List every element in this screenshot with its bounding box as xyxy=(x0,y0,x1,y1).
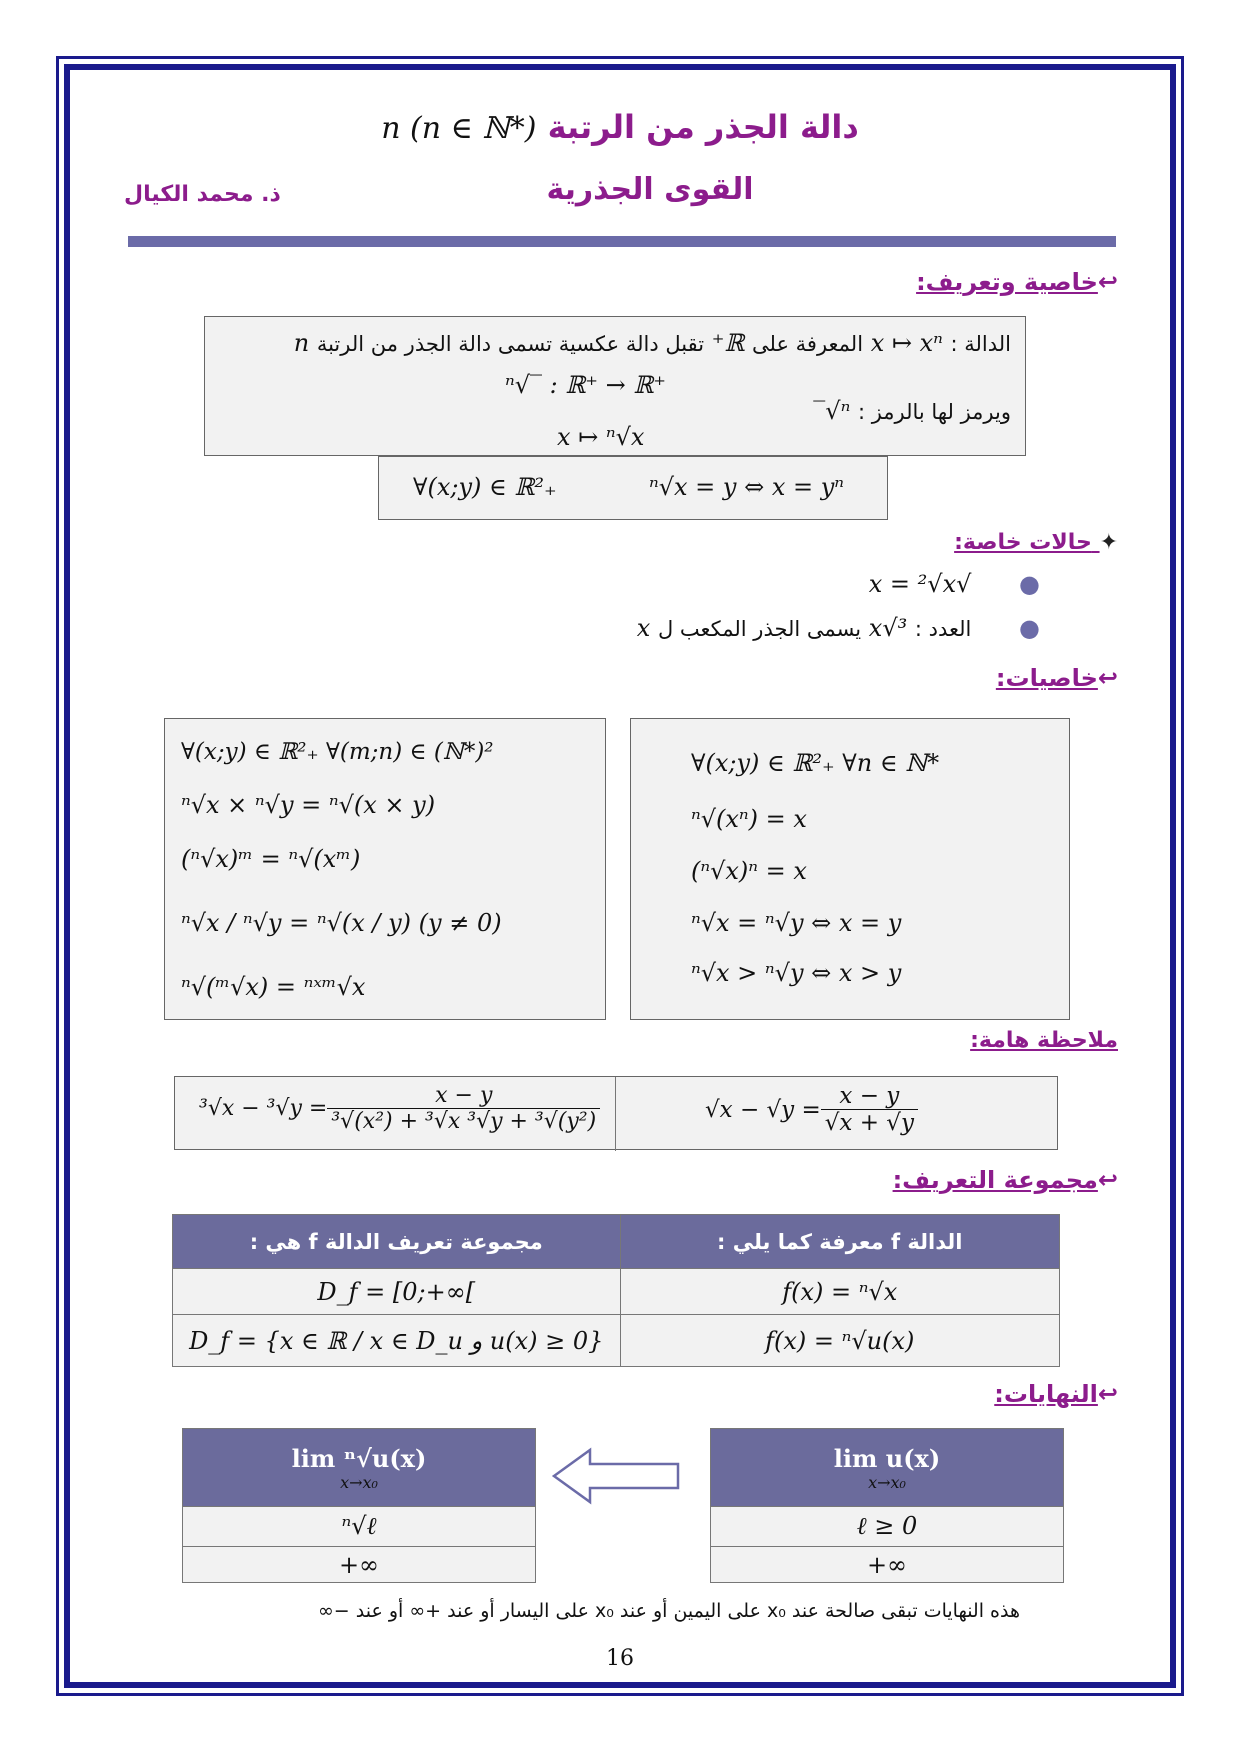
special-case-2-math: ³√x xyxy=(868,614,908,642)
limits-left-lim: lim ⁿ√u(x) xyxy=(291,1443,427,1473)
special-case-1-math: √x = ²√x xyxy=(868,570,972,598)
limit-value-cell: ℓ ≥ 0 xyxy=(711,1507,1064,1547)
arrow-icon: ↩ xyxy=(1097,268,1118,296)
note-right-fraction xyxy=(821,1083,918,1136)
domain-table xyxy=(172,1214,1060,1367)
special-case-2-var: x xyxy=(636,614,651,642)
prop-left-3: ⁿ√x / ⁿ√y = ⁿ√(x / y) (y ≠ 0) xyxy=(181,909,502,937)
equiv-left: ∀(x;y) ∈ ℝ²₊ xyxy=(413,473,557,501)
def-math-1: x ↦ xⁿ xyxy=(870,329,943,357)
limits-right-lim: lim u(x) xyxy=(833,1443,941,1473)
bullet-icon: ● xyxy=(1019,570,1040,598)
note-right-formula xyxy=(705,1083,918,1136)
page-title xyxy=(0,108,1240,146)
def-text-3: تقبل دالة عكسية تسمى دالة الجذر من الرتبة xyxy=(316,332,705,356)
def-math-3: n xyxy=(293,329,310,357)
table-row xyxy=(173,1269,1060,1315)
domain-table-header xyxy=(173,1215,1060,1269)
page-subtitle: القوى الجذرية xyxy=(546,172,754,207)
definition-line-2 xyxy=(813,397,1011,425)
note-left-formula xyxy=(199,1083,600,1134)
limit-value-cell: +∞ xyxy=(183,1547,536,1583)
limits-footer-note: هذه النهايات تبقى صالحة عند x₀ على اليمين أو عند x₀ على اليسار أو عند +∞ أو عند −∞ xyxy=(317,1600,1020,1622)
table-row xyxy=(711,1507,1064,1547)
equivalence-box xyxy=(378,456,888,520)
section-properties-label: خاصيات: xyxy=(995,664,1098,692)
note-box xyxy=(174,1076,1058,1150)
prop-right-4: ⁿ√x > ⁿ√y ⇔ x > y xyxy=(691,959,902,987)
def-math-2: ℝ⁺ xyxy=(711,329,745,357)
prop-left-2: (ⁿ√x)ᵐ = ⁿ√(xᵐ) xyxy=(181,845,361,873)
def-symbol: ⁿ√‾ xyxy=(813,397,851,425)
note-left-num: x − y xyxy=(327,1083,600,1109)
special-case-2-prefix: العدد : xyxy=(914,617,972,641)
limit-value-cell: ⁿ√ℓ xyxy=(183,1507,536,1547)
def-symbol-text: ويرمز لها بالرمز : xyxy=(857,400,1011,424)
arrow-icon: ↩ xyxy=(1097,1380,1118,1408)
prop-left-0: ∀(x;y) ∈ ℝ²₊ ∀(m;n) ∈ (ℕ*)² xyxy=(181,739,494,765)
author-name: ذ. محمد الكيال xyxy=(124,182,281,207)
note-right-lhs: √x − √y = xyxy=(705,1096,821,1123)
def-text-1: الدالة : xyxy=(950,332,1011,356)
page-title-math: n (n ∈ ℕ*) xyxy=(381,111,537,146)
bullet-icon: ● xyxy=(1019,614,1040,642)
diamond-icon: ✦ xyxy=(1099,530,1118,555)
prop-right-2: (ⁿ√x)ⁿ = x xyxy=(691,857,807,885)
special-case-2-text: يسمى الجذر المكعب ل xyxy=(657,617,862,641)
limits-left-sub: x→x₀ xyxy=(340,1472,378,1492)
properties-right-box xyxy=(630,718,1070,1020)
prop-right-3: ⁿ√x = ⁿ√y ⇔ x = y xyxy=(691,909,902,937)
function-cell: f(x) = ⁿ√u(x) xyxy=(620,1315,1060,1367)
note-divider xyxy=(615,1077,616,1151)
note-left-lhs: ³√x − ³√y = xyxy=(199,1096,328,1121)
section-domain-label: مجموعة التعريف: xyxy=(892,1166,1098,1194)
section-limits-label: النهايات: xyxy=(994,1380,1098,1408)
limits-right-table xyxy=(710,1428,1064,1583)
header-rule xyxy=(128,236,1116,247)
page-title-text: دالة الجذر من الرتبة xyxy=(547,108,859,146)
section-limits xyxy=(994,1380,1118,1408)
prop-left-4: ⁿ√(ᵐ√x) = ⁿˣᵐ√x xyxy=(181,973,366,1001)
note-left-fraction xyxy=(327,1083,600,1134)
definition-box xyxy=(204,316,1026,456)
table-row xyxy=(173,1315,1060,1367)
limits-right-sub: x→x₀ xyxy=(868,1472,906,1492)
table-row xyxy=(183,1507,536,1547)
limits-left-header xyxy=(183,1429,536,1507)
equiv-right: ⁿ√x = y ⇔ x = yⁿ xyxy=(649,473,845,501)
section-special-cases xyxy=(954,530,1118,555)
arrow-icon: ↩ xyxy=(1097,1166,1118,1194)
prop-right-0: ∀(x;y) ∈ ℝ²₊ ∀n ∈ ℕ* xyxy=(691,749,940,777)
limits-right-header xyxy=(711,1429,1064,1507)
section-note xyxy=(970,1028,1118,1053)
def-map-2: x ↦ ⁿ√x xyxy=(557,423,645,451)
arrow-icon: ↩ xyxy=(1097,664,1118,692)
definition-line-1 xyxy=(294,329,1011,357)
note-right-num: x − y xyxy=(821,1083,918,1110)
page-number: 16 xyxy=(606,1646,634,1671)
limit-value-cell: +∞ xyxy=(711,1547,1064,1583)
def-map-1: ⁿ√‾ : ℝ⁺ → ℝ⁺ xyxy=(505,371,666,399)
special-case-2 xyxy=(637,614,1040,642)
section-definition xyxy=(916,268,1118,296)
section-definition-label: خاصية وتعريف: xyxy=(916,268,1098,296)
table-row xyxy=(711,1547,1064,1583)
special-case-1 xyxy=(869,570,1040,598)
note-right-den: √x + √y xyxy=(824,1110,914,1136)
table-row xyxy=(183,1547,536,1583)
section-note-label: ملاحظة هامة: xyxy=(970,1028,1118,1053)
section-properties xyxy=(996,664,1118,692)
properties-left-box xyxy=(164,718,606,1020)
section-domain xyxy=(893,1166,1118,1194)
section-special-cases-label: حالات خاصة: xyxy=(954,530,1092,555)
domain-header-left: مجموعة تعريف الدالة f هي : xyxy=(173,1215,621,1269)
prop-right-1: ⁿ√(xⁿ) = x xyxy=(691,805,807,833)
function-cell: f(x) = ⁿ√x xyxy=(620,1269,1060,1315)
domain-header-right: الدالة f معرفة كما يلي : xyxy=(620,1215,1060,1269)
def-text-2: المعرفة على xyxy=(751,332,864,356)
prop-left-1: ⁿ√x × ⁿ√y = ⁿ√(x × y) xyxy=(181,791,436,819)
domain-cell: D_f = {x ∈ ℝ / x ∈ D_u و u(x) ≥ 0} xyxy=(173,1315,621,1367)
note-left-den: ³√(x²) + ³√x ³√y + ³√(y²) xyxy=(331,1109,597,1134)
domain-cell: D_f = [0;+∞[ xyxy=(173,1269,621,1315)
limits-left-table xyxy=(182,1428,536,1583)
left-arrow-icon xyxy=(552,1446,682,1506)
